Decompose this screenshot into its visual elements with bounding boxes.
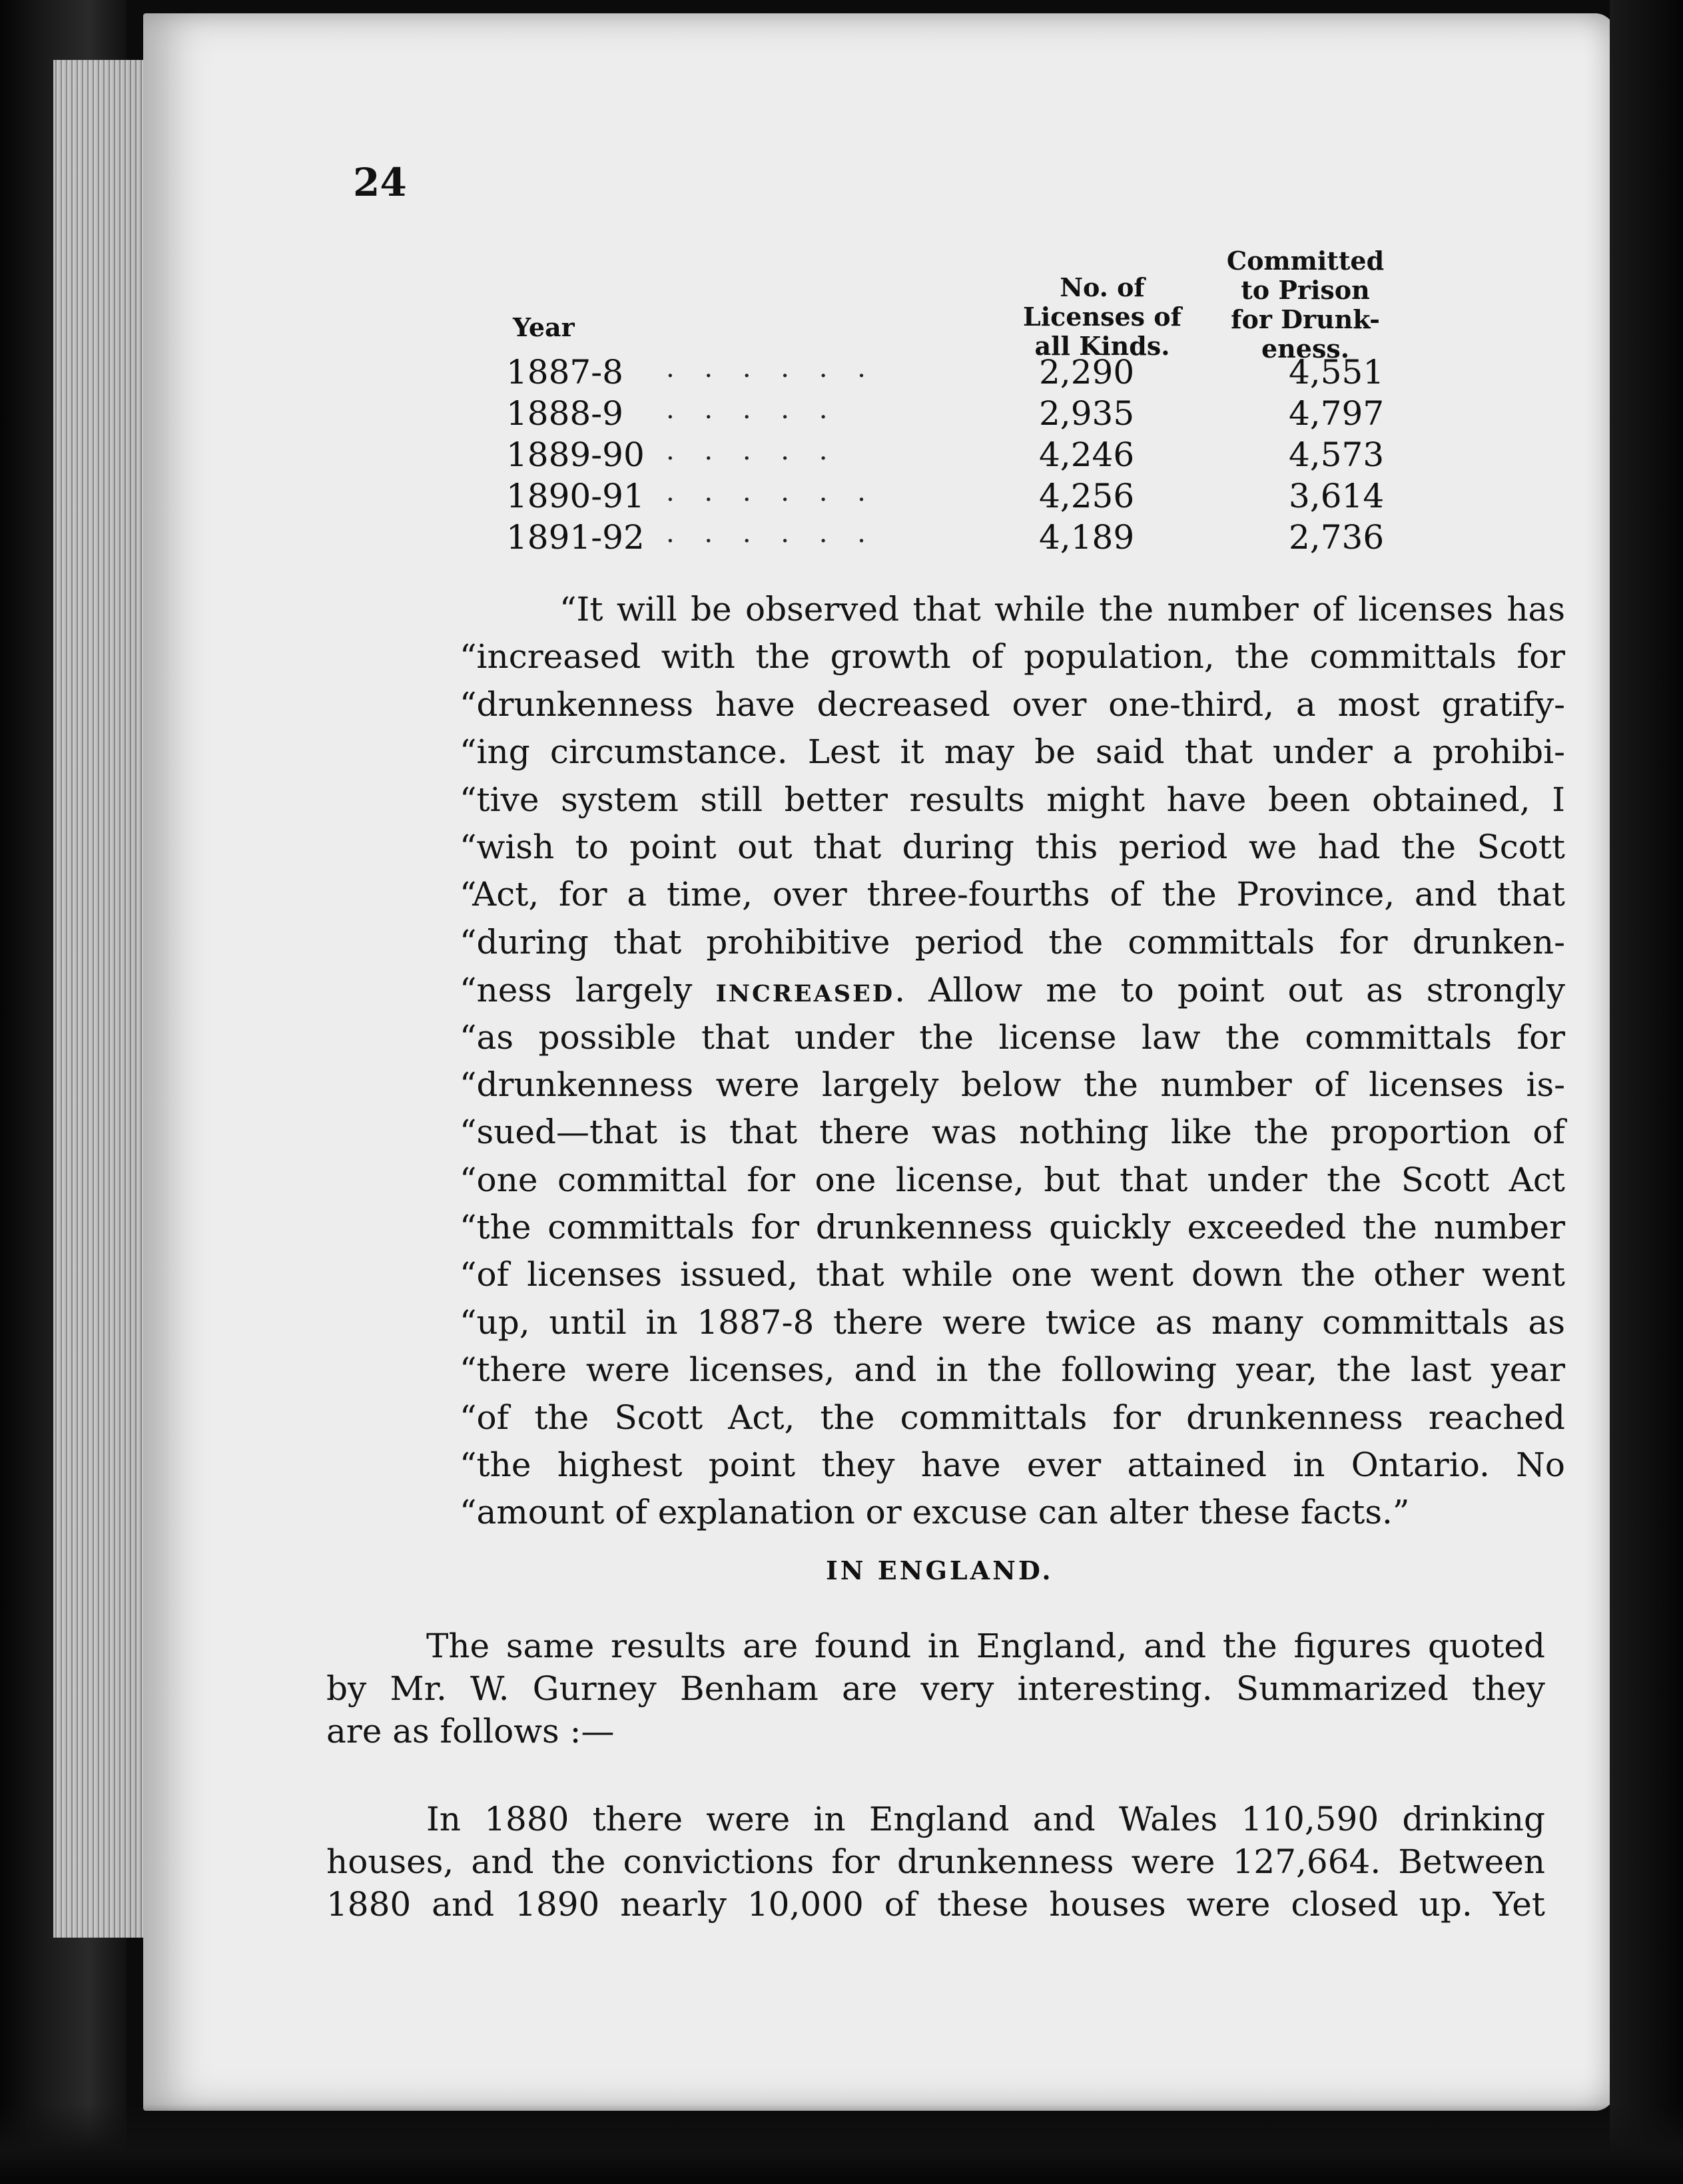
cell-licenses: 2,935 xyxy=(1039,394,1135,433)
text-line: “up, until in 1887-8 there were twice as many committals as xyxy=(460,1302,1565,1342)
leader-dots: . . . . . xyxy=(666,394,839,425)
text-line: “It will be observed that while the number of licenses has xyxy=(559,590,1565,629)
text-line: are as follows :— xyxy=(326,1712,615,1751)
table-row xyxy=(506,435,1472,475)
cell-licenses: 2,290 xyxy=(1039,353,1135,392)
table-row xyxy=(506,477,1472,517)
section-heading: IN ENGLAND. xyxy=(826,1555,1054,1585)
table-row xyxy=(506,353,1472,393)
cell-licenses: 4,189 xyxy=(1039,518,1135,557)
page-edges xyxy=(53,60,153,1938)
header-committed: Committed to Prison for Drunk- eness. xyxy=(1226,246,1385,364)
text-line: “the highest point they have ever attained in Ontario. No xyxy=(460,1446,1565,1485)
header-licenses: No. of Licenses of all Kinds. xyxy=(1023,272,1181,361)
cell-year: 1891-92 xyxy=(506,518,645,557)
cell-committed: 2,736 xyxy=(1289,518,1385,557)
cell-committed: 3,614 xyxy=(1289,477,1385,515)
cell-year: 1888-9 xyxy=(506,394,623,433)
text-line: “of licenses issued, that while one went down the other went xyxy=(460,1255,1565,1294)
text-line: “tive system still better results might have been obtained, I xyxy=(460,780,1565,819)
text-line: “increased with the growth of population, the committals for xyxy=(460,637,1565,677)
cell-licenses: 4,256 xyxy=(1039,477,1135,515)
text-line: In 1880 there were in England and Wales 110,590 drinking xyxy=(426,1800,1545,1838)
table-row xyxy=(506,394,1472,434)
text-line: “there were licenses, and in the following year, the last year xyxy=(460,1350,1565,1390)
text-line: “of the Scott Act, the committals for drunkenness reached xyxy=(460,1398,1565,1437)
text-line: “the committals for drunkenness quickly exceeded the number xyxy=(460,1208,1565,1247)
text-line: “drunkenness have decreased over one-third, a most gratify- xyxy=(460,684,1565,724)
text-line: “ness largely increased. Allow me to point out as strongly xyxy=(460,970,1565,1010)
cell-year: 1887-8 xyxy=(506,353,623,392)
text-line: “one committal for one license, but that under the Scott Act xyxy=(460,1160,1565,1199)
header-year: Year xyxy=(513,312,575,342)
text-line: “wish to point out that during this period we had the Scott xyxy=(460,827,1565,866)
text-line: “as possible that under the license law the committals for xyxy=(460,1017,1565,1057)
leader-dots: . . . . . . xyxy=(666,518,876,549)
cell-year: 1889-90 xyxy=(506,435,645,474)
text-line: by Mr. W. Gurney Benham are very interesting. Summarized they xyxy=(326,1669,1545,1708)
quoted-paragraph xyxy=(460,586,1565,1537)
scan-bottom-shadow xyxy=(0,2104,1683,2184)
page-number: 24 xyxy=(353,160,407,205)
text-line: “drunkenness were largely below the number of licenses is- xyxy=(460,1065,1565,1104)
cell-committed: 4,797 xyxy=(1289,394,1385,433)
paragraph-england xyxy=(326,1625,1545,1753)
cell-committed: 4,573 xyxy=(1289,435,1385,474)
cell-committed: 4,551 xyxy=(1289,353,1385,392)
license-table xyxy=(506,246,1472,559)
leader-dots: . . . . . . xyxy=(666,353,876,384)
text-line: “amount of explanation or excuse can alter these facts.” xyxy=(460,1493,1410,1532)
text-line: “Act, for a time, over three-fourths of the Province, and that xyxy=(460,875,1565,914)
cell-year: 1890-91 xyxy=(506,477,645,515)
text-line: The same results are found in England, and the figures quoted xyxy=(426,1627,1545,1665)
emphasis-increased: increased xyxy=(715,970,895,1010)
leader-dots: . . . . . . xyxy=(666,477,876,507)
table-row xyxy=(506,518,1472,558)
cell-licenses: 4,246 xyxy=(1039,435,1135,474)
text-line: 1880 and 1890 nearly 10,000 of these houses were closed up. Yet xyxy=(326,1885,1545,1924)
leader-dots: . . . . . xyxy=(666,435,839,466)
right-shadow xyxy=(1610,0,1683,2184)
text-line: houses, and the convictions for drunkenness were 127,664. Between xyxy=(326,1842,1545,1881)
paragraph-1880 xyxy=(326,1798,1545,1926)
text-line: “sued—that is that there was nothing like the proportion of xyxy=(460,1113,1565,1152)
text-line: “ing circumstance. Lest it may be said that under a prohibi- xyxy=(460,732,1565,772)
text-line: “during that prohibitive period the committals for drunken- xyxy=(460,922,1565,961)
